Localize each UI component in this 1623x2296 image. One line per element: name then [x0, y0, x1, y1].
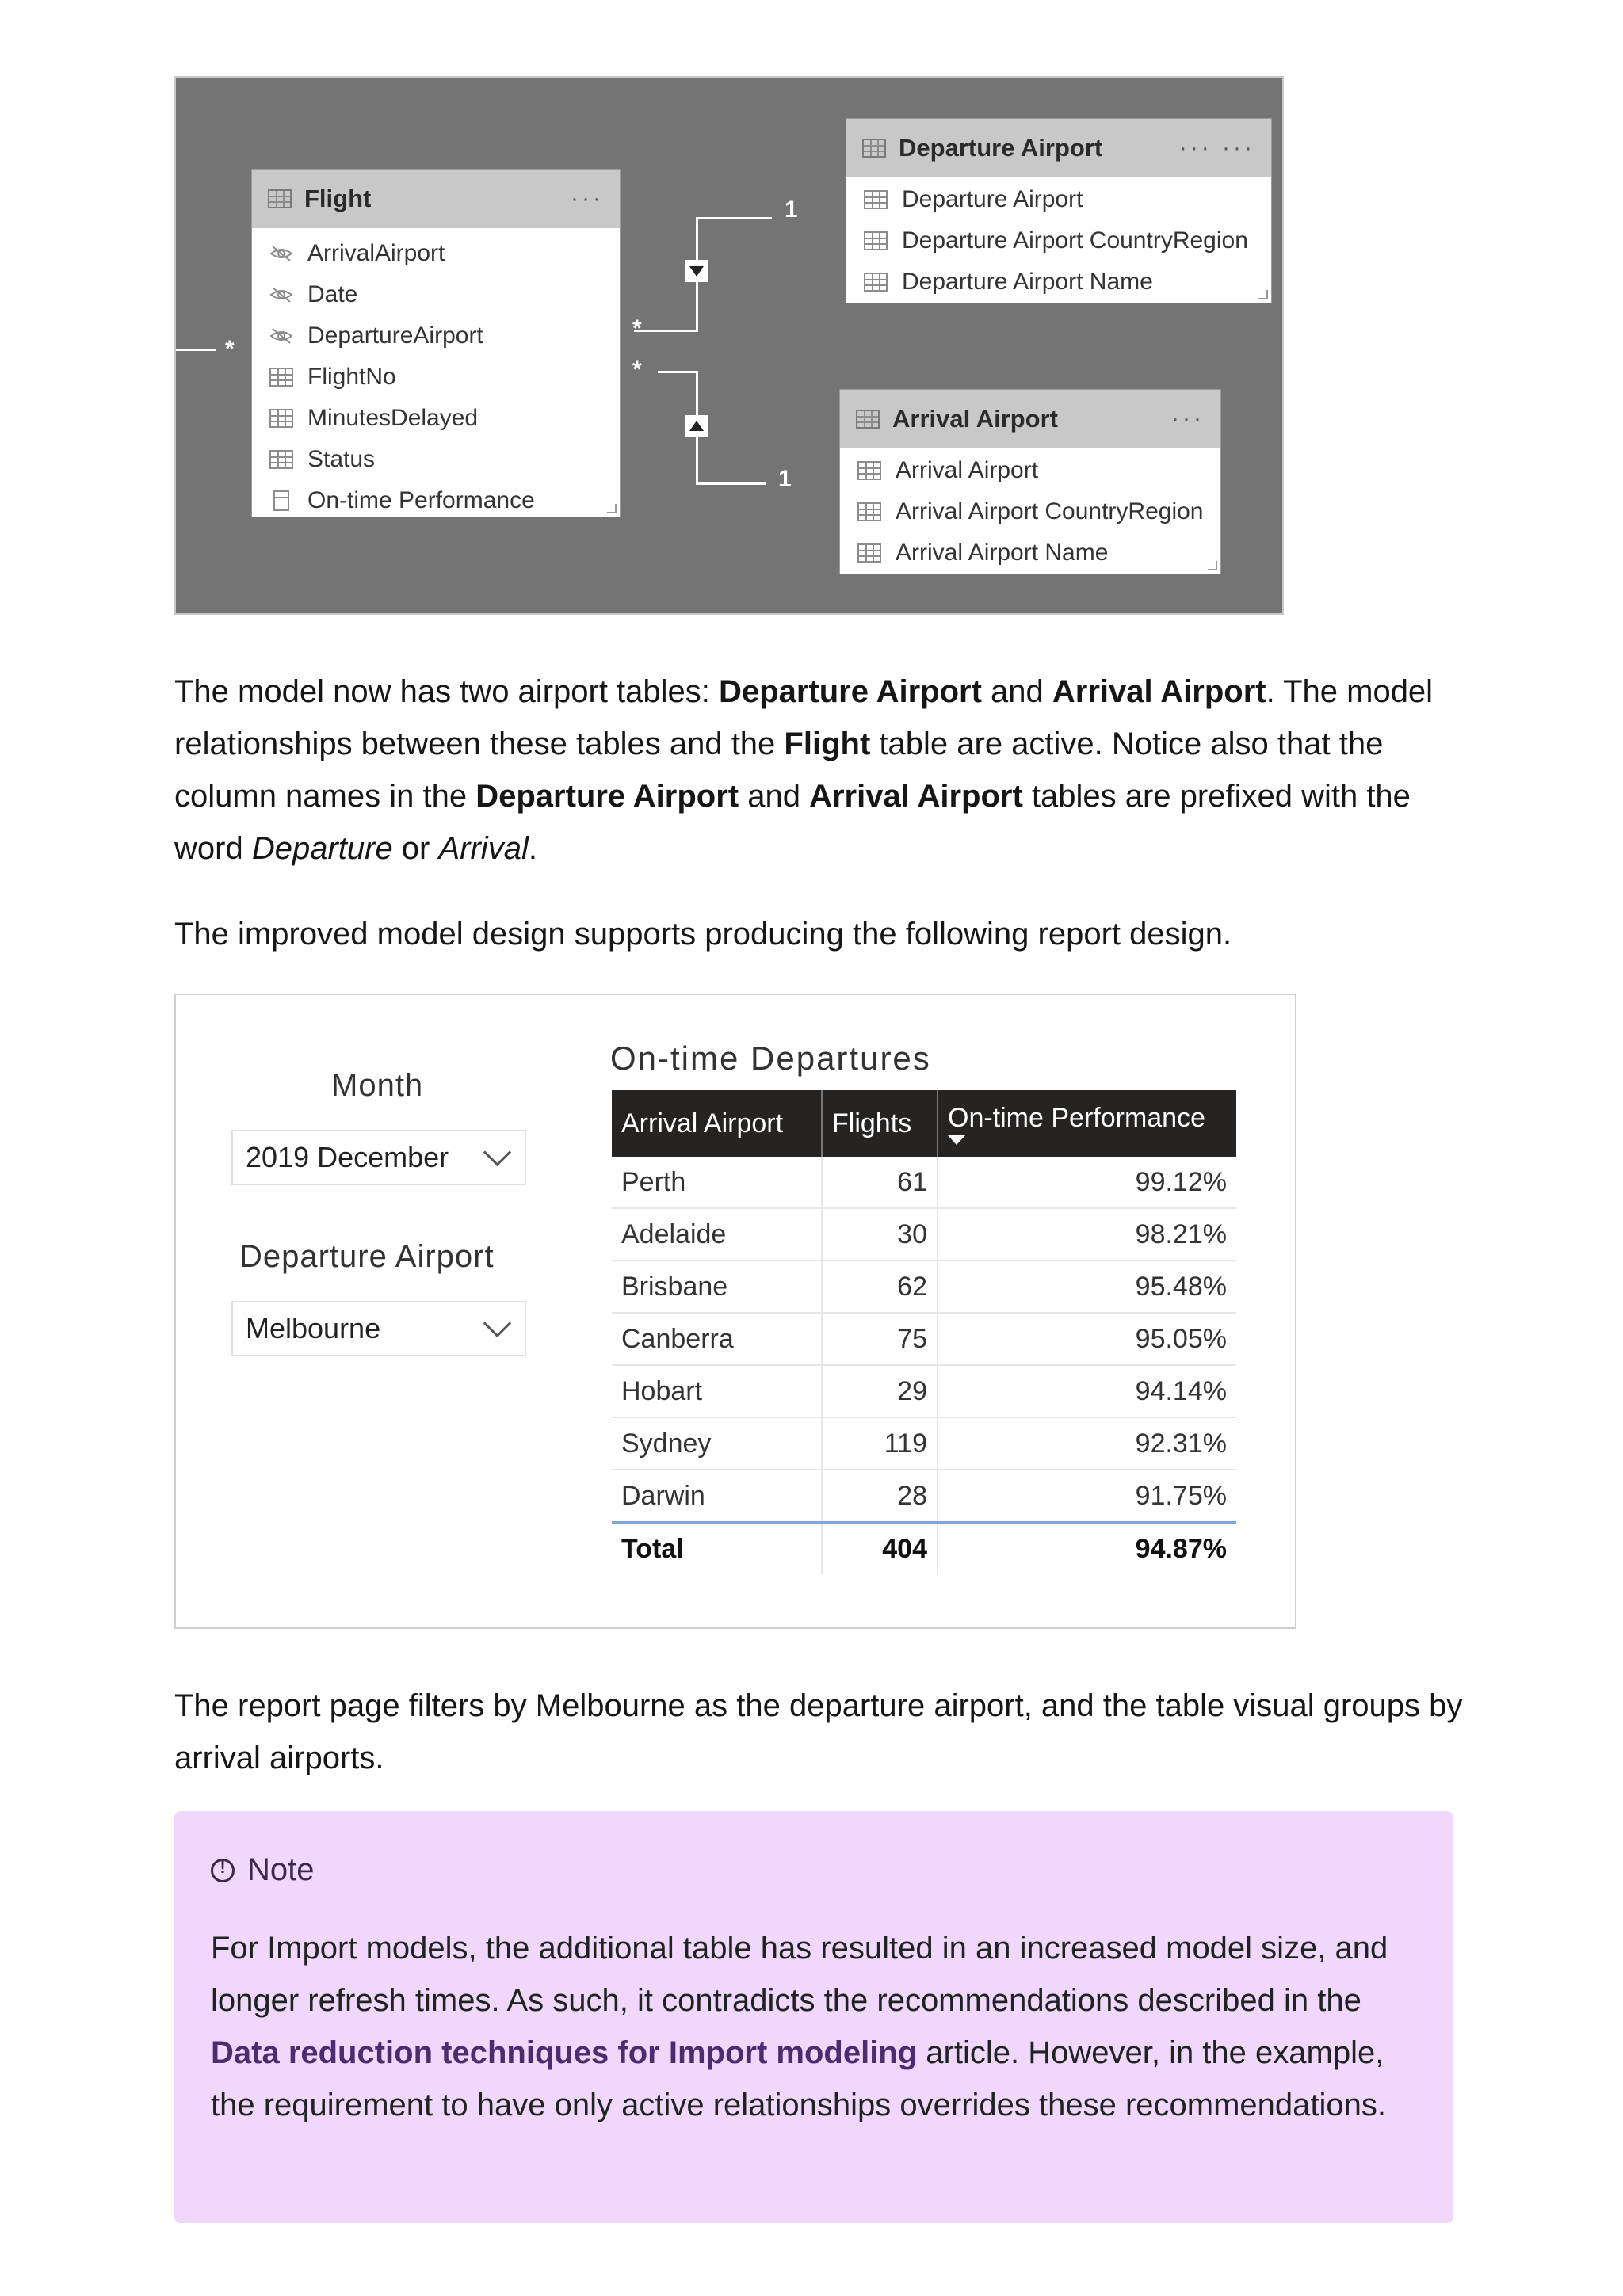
calculator-icon: [273, 490, 289, 511]
paragraph-report-explanation: The report page filters by Melbourne as the departure airport, and the table visual groups by arrival airports.: [174, 1688, 1463, 1775]
connector-line: [176, 349, 216, 351]
month-dropdown-value: 2019 December: [246, 1141, 449, 1173]
total-cell: 94.87%: [938, 1523, 1236, 1575]
cardinality-many: *: [632, 357, 642, 383]
relationship-direction-icon[interactable]: [685, 415, 708, 437]
table-icon: [268, 189, 292, 208]
info-icon: [211, 1859, 235, 1882]
table-row[interactable]: [612, 1208, 1236, 1261]
cell-on-time-performance: 99.12%: [938, 1157, 1236, 1208]
note-callout: [174, 1811, 1453, 2223]
cell-arrival-airport: Perth: [612, 1157, 822, 1208]
hidden-eye-icon: [269, 326, 293, 345]
cell-on-time-performance: 95.48%: [938, 1261, 1236, 1313]
cell-arrival-airport: Adelaide: [612, 1208, 822, 1261]
column-icon: [857, 502, 881, 521]
sort-descending-icon: [948, 1135, 965, 1145]
arrival-airport-table-title: Arrival Airport: [892, 405, 1059, 433]
table-row[interactable]: [612, 1261, 1236, 1313]
table-row[interactable]: [612, 1365, 1236, 1417]
column-icon: [269, 368, 293, 387]
departure-airport-table-title: Departure Airport: [899, 134, 1103, 162]
departure-airport-dropdown-value: Melbourne: [246, 1312, 381, 1344]
connector-line: [658, 371, 697, 373]
column-name: Status: [307, 446, 376, 472]
note-heading-text: Note: [247, 1852, 315, 1887]
column-row[interactable]: [252, 480, 620, 521]
column-icon: [857, 543, 881, 563]
month-slicer-title: Month: [331, 1068, 424, 1103]
cell-on-time-performance: 95.05%: [938, 1313, 1236, 1365]
bold-term: Departure Airport: [475, 779, 739, 814]
flight-table-title: Flight: [304, 185, 372, 212]
total-cell: Total: [612, 1523, 822, 1575]
note-text: For Import models, the additional table has resulted in an increased model size, and longer refresh times. As such, it contradicts the recommendations described in the: [211, 1931, 1388, 2018]
cardinality-many: *: [632, 315, 642, 341]
column-name: FlightNo: [307, 364, 396, 390]
bold-term: Departure Airport: [719, 674, 982, 709]
cell-flights: 75: [822, 1313, 938, 1365]
cardinality-many: *: [225, 336, 235, 362]
paragraph-report-intro: The improved model design supports producing the following report design.: [174, 917, 1232, 952]
on-time-departures-table: [612, 1090, 1236, 1574]
connector-line: [696, 217, 772, 219]
cell-on-time-performance: 91.75%: [938, 1470, 1236, 1523]
cell-on-time-performance: 98.21%: [938, 1208, 1236, 1261]
note-body: [211, 1922, 1431, 2131]
column-name: DepartureAirport: [307, 322, 483, 349]
column-icon: [857, 461, 881, 480]
connector-line: [634, 330, 697, 332]
column-row[interactable]: [846, 179, 1271, 220]
paragraph-text: or: [392, 831, 439, 866]
table-row[interactable]: [612, 1313, 1236, 1365]
cell-on-time-performance: 92.31%: [938, 1417, 1236, 1470]
cell-flights: 30: [822, 1208, 938, 1261]
note-text: article. However, in the example, the requirement to have only active relationships overrides these recommendations.: [211, 2035, 1387, 2122]
column-icon: [269, 409, 293, 428]
paragraph-model-description: [174, 666, 1474, 875]
paragraph-text: The model now has two airport tables:: [174, 674, 720, 709]
hidden-eye-icon: [269, 244, 293, 263]
column-row[interactable]: [252, 274, 620, 315]
total-cell: 404: [822, 1523, 938, 1575]
resize-handle-icon[interactable]: [607, 504, 617, 513]
column-row[interactable]: [252, 439, 620, 480]
connector-line: [696, 482, 766, 485]
flight-table-card[interactable]: [252, 170, 620, 517]
column-name: Arrival Airport Name: [896, 540, 1109, 566]
column-name: Date: [307, 281, 358, 307]
table-row[interactable]: [612, 1470, 1236, 1523]
column-icon: [864, 190, 888, 209]
month-dropdown[interactable]: [231, 1130, 526, 1185]
departure-airport-table-header[interactable]: [846, 119, 1271, 177]
departure-airport-dropdown[interactable]: [231, 1301, 526, 1356]
column-header-on-time-performance[interactable]: [938, 1090, 1236, 1157]
cardinality-one: 1: [785, 196, 798, 223]
cell-flights: 119: [822, 1417, 938, 1470]
column-row[interactable]: [840, 532, 1220, 574]
departure-airport-table-card[interactable]: [846, 119, 1271, 303]
table-row[interactable]: [612, 1157, 1236, 1208]
cell-flights: 61: [822, 1157, 938, 1208]
arrival-airport-table-card[interactable]: [840, 390, 1220, 574]
cell-arrival-airport: Sydney: [612, 1417, 822, 1470]
paragraph-text: . The model relationships between these tables and the: [174, 674, 1434, 761]
more-options-icon[interactable]: ···: [1171, 406, 1205, 432]
paragraph-text: .: [528, 831, 537, 866]
resize-handle-icon[interactable]: [1258, 290, 1268, 299]
column-header-flights[interactable]: Flights: [822, 1090, 938, 1157]
cell-arrival-airport: Hobart: [612, 1365, 822, 1417]
paragraph-text: tables are prefixed with the word: [174, 779, 1411, 866]
column-name: MinutesDelayed: [307, 405, 479, 431]
column-row[interactable]: [252, 398, 620, 439]
resize-handle-icon[interactable]: [1208, 561, 1217, 570]
bold-term: Arrival Airport: [809, 779, 1023, 814]
more-options-icon[interactable]: ··· ···: [1178, 135, 1255, 161]
cell-on-time-performance: 94.14%: [938, 1365, 1236, 1417]
column-row[interactable]: [252, 315, 620, 357]
italic-term: Departure: [251, 831, 393, 866]
more-options-icon[interactable]: ···: [571, 185, 604, 212]
note-heading: [211, 1852, 315, 1888]
column-header-arrival-airport[interactable]: Arrival Airport: [612, 1090, 822, 1157]
table-icon: [856, 410, 880, 429]
column-row[interactable]: [840, 450, 1220, 491]
cell-flights: 28: [822, 1470, 938, 1523]
model-diagram: [174, 76, 1284, 615]
column-row[interactable]: [846, 220, 1271, 261]
paragraph-text: and: [739, 779, 810, 814]
hidden-eye-icon: [269, 285, 293, 304]
cell-flights: 29: [822, 1365, 938, 1417]
column-name: Arrival Airport: [896, 457, 1039, 483]
column-name: ArrivalAirport: [307, 240, 445, 266]
relationship-direction-icon[interactable]: [685, 260, 708, 282]
cell-arrival-airport: Canberra: [612, 1313, 822, 1365]
column-header-label: On-time Performance: [948, 1102, 1205, 1133]
italic-term: Arrival: [438, 831, 529, 866]
arrival-airport-table-header[interactable]: [840, 390, 1220, 448]
report-visual: [174, 994, 1296, 1629]
bold-term: Flight: [784, 727, 871, 761]
paragraph-text: and: [981, 674, 1052, 709]
column-name: Arrival Airport CountryRegion: [896, 498, 1204, 524]
column-name: Departure Airport: [902, 186, 1083, 212]
measure-name: On-time Performance: [307, 487, 535, 513]
column-row[interactable]: [252, 357, 620, 398]
flight-table-header[interactable]: [252, 170, 620, 228]
cell-arrival-airport: Brisbane: [612, 1261, 822, 1313]
cell-flights: 62: [822, 1261, 938, 1313]
cell-arrival-airport: Darwin: [612, 1470, 822, 1523]
column-row[interactable]: [840, 491, 1220, 532]
column-row[interactable]: [252, 233, 620, 274]
column-name: Departure Airport CountryRegion: [902, 227, 1248, 254]
chevron-down-icon: [483, 1309, 511, 1337]
bold-term: Arrival Airport: [1052, 674, 1266, 709]
on-time-table-title: On-time Departures: [610, 1039, 931, 1077]
column-name: Departure Airport Name: [902, 269, 1153, 295]
column-icon: [864, 231, 888, 250]
table-row[interactable]: [612, 1417, 1236, 1470]
column-icon: [864, 273, 888, 292]
departure-airport-slicer-title: Departure Airport: [239, 1239, 495, 1274]
column-row[interactable]: [846, 261, 1271, 303]
column-icon: [269, 450, 293, 469]
total-row: [612, 1523, 1236, 1575]
paragraph-text: table are active. Notice also that the column names in the: [174, 727, 1384, 814]
table-icon: [862, 139, 886, 158]
data-reduction-link[interactable]: Data reduction techniques for Import modeling: [211, 2035, 918, 2070]
cardinality-one: 1: [778, 466, 792, 492]
chevron-down-icon: [483, 1138, 511, 1165]
